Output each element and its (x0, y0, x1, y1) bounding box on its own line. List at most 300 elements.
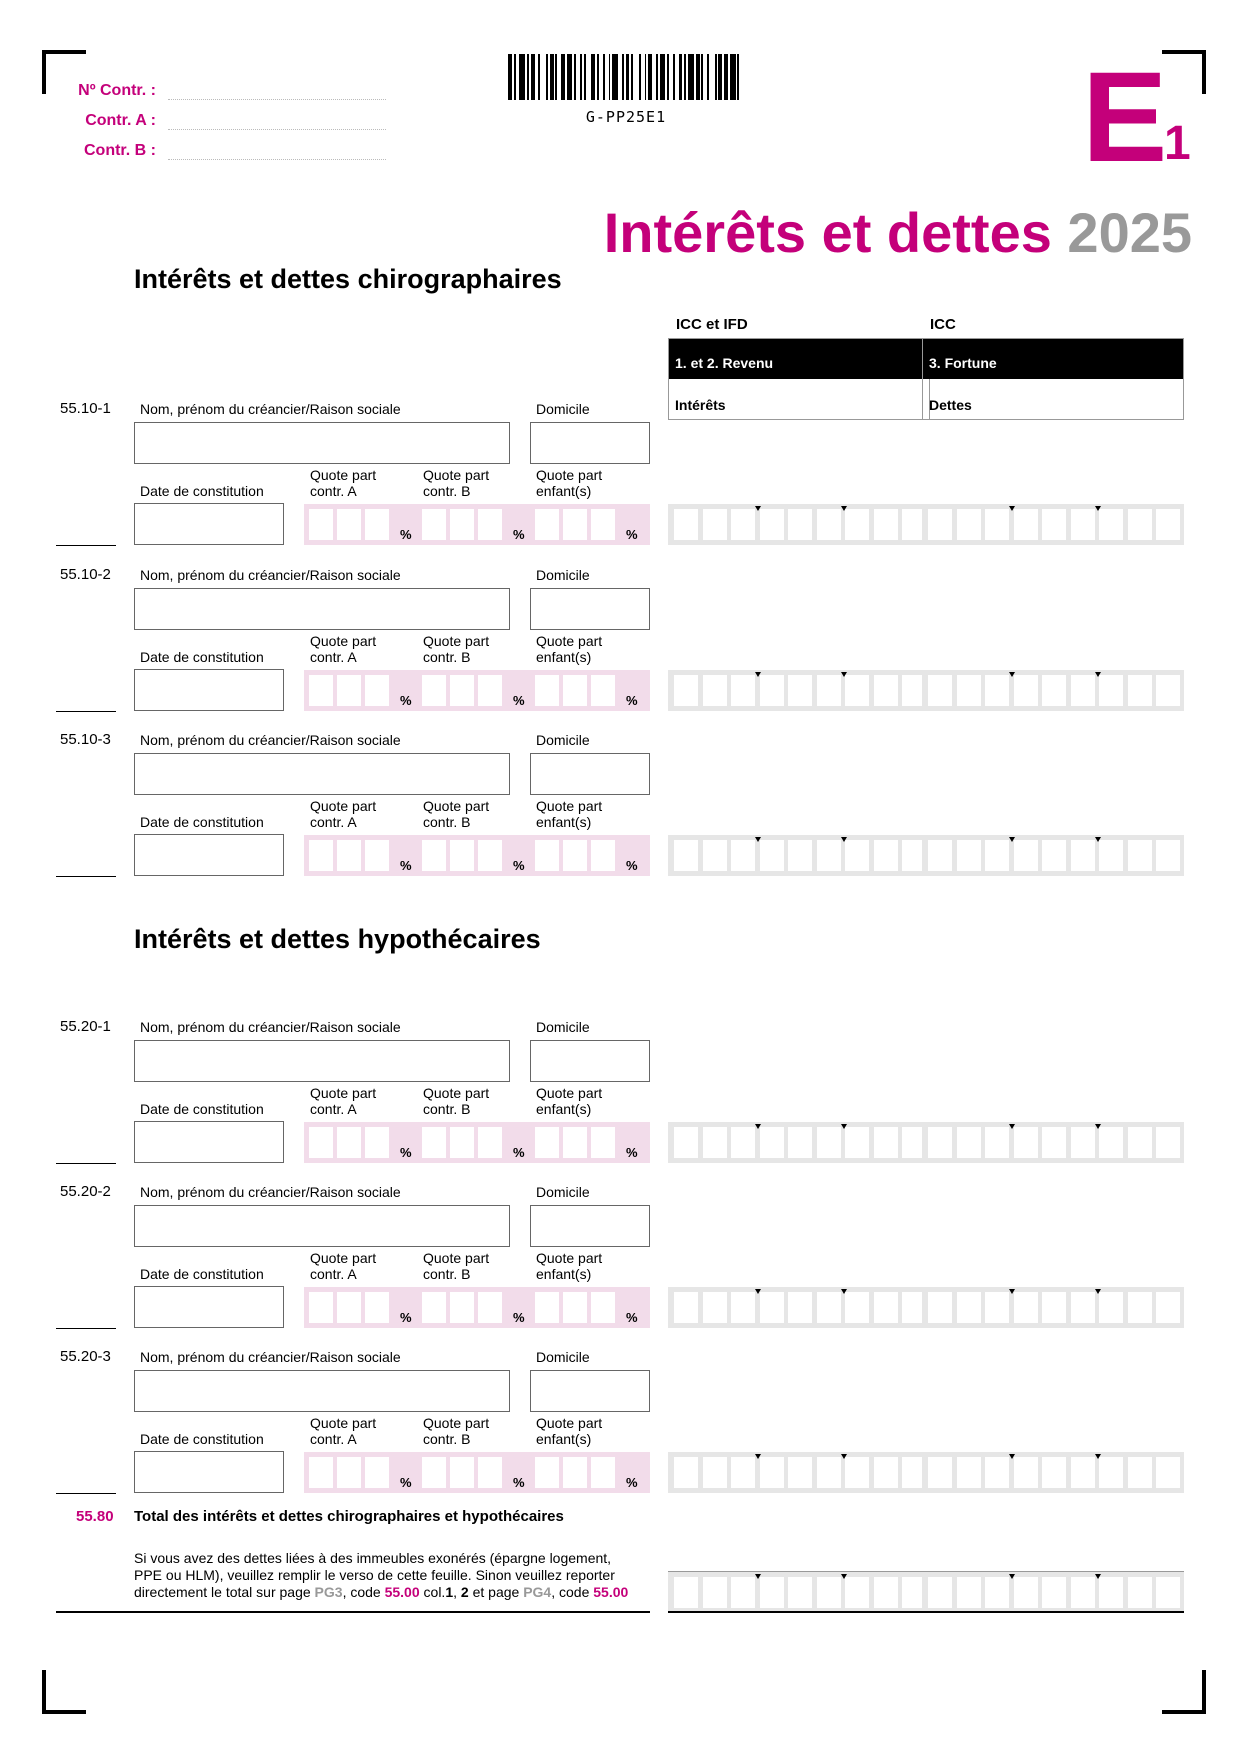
quote-a-label-line1: Quote part (310, 1085, 377, 1101)
debt-amount-digit[interactable] (1128, 1127, 1152, 1158)
date-input[interactable] (134, 503, 284, 545)
quote-a-digit[interactable] (337, 509, 361, 540)
quote-children-label-line1: Quote part (536, 1415, 603, 1431)
debt-amount[interactable] (922, 835, 1184, 876)
debt-amount-digit[interactable] (1071, 840, 1095, 871)
quote-b-digit[interactable] (450, 1457, 474, 1488)
interest-amount-digit[interactable] (703, 1127, 727, 1158)
debt-amount-digit[interactable] (957, 675, 981, 706)
debt-amount-digit[interactable] (985, 675, 1009, 706)
quote-a-digit[interactable] (365, 1127, 389, 1158)
debt-amount[interactable] (922, 504, 1184, 545)
quote-b-label (423, 633, 489, 665)
debt-amount-digit[interactable] (1128, 1292, 1152, 1323)
domicile-input[interactable] (530, 588, 650, 630)
row-code: 55.10-1 (60, 400, 111, 417)
interest-amount-digit[interactable] (731, 675, 755, 706)
interest-amount-digit[interactable] (674, 675, 698, 706)
interest-amount-digit[interactable] (845, 675, 869, 706)
interest-amount-digit[interactable] (674, 840, 698, 871)
quote-a-label (310, 1415, 376, 1447)
total-debt-amount-digit[interactable] (928, 1577, 952, 1608)
total-interest-amount[interactable] (668, 1572, 930, 1613)
interest-amount-digit[interactable] (703, 509, 727, 540)
debt-amount-digit[interactable] (985, 840, 1009, 871)
creditor-input[interactable] (134, 1370, 510, 1412)
interest-amount-digit[interactable] (874, 840, 898, 871)
quote-children-digit[interactable] (563, 509, 587, 540)
debt-amount[interactable] (922, 670, 1184, 711)
quote-children-label-line2: enfant(s) (536, 1431, 592, 1447)
quote-a-digit[interactable] (309, 1292, 333, 1323)
debt-amount-digit[interactable] (1099, 840, 1123, 871)
debt-amount-digit[interactable] (1014, 509, 1038, 540)
quote-part-band (304, 1287, 650, 1328)
quote-b-label-line1: Quote part (423, 633, 490, 649)
total-interest-amount-digit[interactable] (760, 1577, 784, 1608)
contributor-a-field[interactable] (168, 128, 386, 130)
quote-a-digit[interactable] (365, 840, 389, 871)
quote-children-digit[interactable] (563, 1127, 587, 1158)
date-input[interactable] (134, 1121, 284, 1163)
debt-amount-digit[interactable] (957, 1127, 981, 1158)
quote-b-label-line2: contr. B (423, 649, 471, 665)
debt-amount[interactable] (922, 1452, 1184, 1493)
quote-b-digit[interactable] (478, 509, 502, 540)
total-rule (56, 1611, 650, 1613)
interest-amount-digit[interactable] (788, 509, 812, 540)
quote-b-digit[interactable] (422, 675, 446, 706)
domicile-input[interactable] (530, 422, 650, 464)
debt-amount-digit[interactable] (1099, 509, 1123, 540)
thousands-separator-icon (1009, 1454, 1015, 1459)
quote-b-digit[interactable] (422, 1292, 446, 1323)
page-title-main: Intérêts et dettes (603, 201, 1052, 264)
quote-children-digit[interactable] (591, 675, 615, 706)
domicile-input[interactable] (530, 1370, 650, 1412)
debt-amount-digit[interactable] (928, 509, 952, 540)
quote-b-digit[interactable] (478, 840, 502, 871)
debt-amount-digit[interactable] (1071, 1457, 1095, 1488)
thousands-separator-icon (755, 837, 761, 842)
total-interest-amount-digit[interactable] (674, 1577, 698, 1608)
domicile-input[interactable] (530, 753, 650, 795)
thousands-separator-icon (841, 1124, 847, 1129)
quote-a-digit[interactable] (365, 1292, 389, 1323)
quote-a-digit[interactable] (365, 1457, 389, 1488)
contributor-a-label: Contr. A : (85, 112, 156, 129)
quote-children-digit[interactable] (591, 1457, 615, 1488)
thousands-separator-icon (755, 1124, 761, 1129)
total-debt-amount-digit[interactable] (1156, 1577, 1180, 1608)
debt-amount-digit[interactable] (1156, 509, 1180, 540)
debt-amount-digit[interactable] (1014, 1457, 1038, 1488)
barcode (508, 54, 744, 100)
quote-a-label-line2: contr. A (310, 483, 357, 499)
row-code: 55.10-2 (60, 566, 111, 583)
debt-amount-digit[interactable] (1128, 1457, 1152, 1488)
quote-a-digit[interactable] (337, 1127, 361, 1158)
interest-amount-digit[interactable] (731, 1127, 755, 1158)
total-debt-amount[interactable] (922, 1572, 1184, 1613)
quote-b-digit[interactable] (478, 1457, 502, 1488)
quote-children-digit[interactable] (535, 1457, 559, 1488)
debt-amount[interactable] (922, 1122, 1184, 1163)
quote-children-digit[interactable] (535, 840, 559, 871)
quote-a-digit[interactable] (309, 1127, 333, 1158)
thousands-separator-icon (1095, 837, 1101, 842)
quote-b-label-line1: Quote part (423, 1085, 490, 1101)
quote-b-digit[interactable] (450, 840, 474, 871)
total-debt-amount-digit[interactable] (1042, 1577, 1066, 1608)
interest-amount-digit[interactable] (845, 1127, 869, 1158)
total-interest-amount-digit[interactable] (817, 1577, 841, 1608)
quote-b-label-line2: contr. B (423, 1101, 471, 1117)
quote-b-digit[interactable] (422, 1457, 446, 1488)
debt-amount-digit[interactable] (1071, 1292, 1095, 1323)
quote-b-label (423, 798, 489, 830)
debt-amount-digit[interactable] (1099, 1292, 1123, 1323)
quote-children-digit[interactable] (535, 509, 559, 540)
crop-mark-bottom-right (1162, 1670, 1206, 1714)
quote-a-percent-sign: % (400, 1145, 412, 1160)
creditor-input[interactable] (134, 753, 510, 795)
debt-amount-digit[interactable] (1099, 1457, 1123, 1488)
debt-amount-digit[interactable] (1071, 509, 1095, 540)
interest-amount-digit[interactable] (845, 1457, 869, 1488)
total-note-line-3 (134, 1584, 654, 1601)
contributor-b-label: Contr. B : (84, 142, 156, 159)
debt-amount-digit[interactable] (1128, 675, 1152, 706)
quote-a-digit[interactable] (337, 840, 361, 871)
debt-amount-digit[interactable] (1071, 675, 1095, 706)
quote-children-label-line1: Quote part (536, 1250, 603, 1266)
page-title (604, 200, 1192, 265)
quote-a-digit[interactable] (309, 675, 333, 706)
quote-b-digit[interactable] (450, 675, 474, 706)
debt-amount-digit[interactable] (1099, 1127, 1123, 1158)
interest-amount-digit[interactable] (788, 1457, 812, 1488)
quote-children-digit[interactable] (535, 1127, 559, 1158)
interest-amount-digit[interactable] (731, 1292, 755, 1323)
quote-children-digit[interactable] (591, 1127, 615, 1158)
interest-amount-digit[interactable] (760, 840, 784, 871)
thousands-separator-icon (1009, 672, 1015, 677)
thousands-separator-icon (1009, 506, 1015, 511)
date-label: Date de constitution (140, 1266, 264, 1282)
total-interest-amount-digit[interactable] (845, 1577, 869, 1608)
row-code: 55.20-1 (60, 1018, 111, 1035)
debt-amount-digit[interactable] (1156, 1292, 1180, 1323)
domicile-label: Domicile (536, 567, 590, 583)
section-title-hypothecaires: Intérêts et dettes hypothécaires (134, 924, 541, 954)
quote-children-digit[interactable] (563, 1457, 587, 1488)
row-code: 55.10-3 (60, 731, 111, 748)
interest-amount-digit[interactable] (674, 1292, 698, 1323)
debt-amount-digit[interactable] (1014, 840, 1038, 871)
quote-b-label-line2: contr. B (423, 814, 471, 830)
quote-children-label-line2: enfant(s) (536, 483, 592, 499)
quote-b-label (423, 1085, 489, 1117)
debt-amount-digit[interactable] (1014, 675, 1038, 706)
date-input[interactable] (134, 834, 284, 876)
row-separator (56, 1493, 116, 1494)
interest-amount-digit[interactable] (674, 509, 698, 540)
interest-amount-digit[interactable] (817, 840, 841, 871)
total-debt-amount-digit[interactable] (1128, 1577, 1152, 1608)
interest-amount-digit[interactable] (760, 1292, 784, 1323)
quote-b-percent-sign: % (513, 1310, 525, 1325)
thousands-separator-icon (755, 1289, 761, 1294)
quote-b-label-line1: Quote part (423, 1250, 490, 1266)
debt-amount-digit[interactable] (1156, 1127, 1180, 1158)
quote-b-digit[interactable] (450, 1127, 474, 1158)
debt-amount-digit[interactable] (928, 1457, 952, 1488)
creditor-label: Nom, prénom du créancier/Raison sociale (140, 1019, 401, 1035)
debt-amount-digit[interactable] (985, 509, 1009, 540)
quote-b-digit[interactable] (422, 1127, 446, 1158)
quote-b-percent-sign: % (513, 693, 525, 708)
row-code: 55.20-3 (60, 1348, 111, 1365)
thousands-separator-icon (1095, 1289, 1101, 1294)
column-1-header: ICC et IFD (676, 316, 748, 333)
debt-amount-digit[interactable] (1042, 1292, 1066, 1323)
total-debt-amount-digit[interactable] (1071, 1577, 1095, 1608)
debt-amount[interactable] (922, 1287, 1184, 1328)
quote-b-digit[interactable] (422, 840, 446, 871)
debt-amount-digit[interactable] (928, 840, 952, 871)
debt-amount-digit[interactable] (1099, 675, 1123, 706)
quote-children-label-line2: enfant(s) (536, 814, 592, 830)
quote-children-digit[interactable] (591, 1292, 615, 1323)
creditor-input[interactable] (134, 422, 510, 464)
quote-a-digit[interactable] (309, 509, 333, 540)
contributor-b-field[interactable] (168, 158, 386, 160)
domicile-input[interactable] (530, 1205, 650, 1247)
interest-amount-digit[interactable] (788, 1292, 812, 1323)
quote-b-percent-sign: % (513, 858, 525, 873)
interest-amount-digit[interactable] (731, 840, 755, 871)
total-interest-amount-digit[interactable] (703, 1577, 727, 1608)
thousands-separator-icon (755, 506, 761, 511)
debt-amount-digit[interactable] (1042, 675, 1066, 706)
quote-a-digit[interactable] (337, 1457, 361, 1488)
debt-amount-digit[interactable] (957, 509, 981, 540)
interest-amount-digit[interactable] (874, 509, 898, 540)
debt-amount-digit[interactable] (985, 1127, 1009, 1158)
interest-amount-digit[interactable] (731, 509, 755, 540)
date-input[interactable] (134, 1451, 284, 1493)
debt-amount-digit[interactable] (1128, 509, 1152, 540)
interest-amount[interactable] (668, 1122, 930, 1163)
domicile-label: Domicile (536, 1184, 590, 1200)
interest-amount-digit[interactable] (874, 675, 898, 706)
contributor-number-field[interactable] (168, 98, 386, 100)
total-label: Total des intérêts et dettes chirographaires et hypothécaires (134, 1508, 564, 1525)
debt-amount-digit[interactable] (1042, 509, 1066, 540)
interest-amount-digit[interactable] (845, 509, 869, 540)
quote-b-label-line2: contr. B (423, 1431, 471, 1447)
quote-a-label-line1: Quote part (310, 467, 377, 483)
interest-amount-digit[interactable] (788, 1127, 812, 1158)
quote-b-digit[interactable] (450, 1292, 474, 1323)
interest-amount-digit[interactable] (760, 1127, 784, 1158)
interest-amount-digit[interactable] (874, 1127, 898, 1158)
quote-a-digit[interactable] (309, 840, 333, 871)
total-debt-amount-digit[interactable] (1099, 1577, 1123, 1608)
section-title-chirographaires: Intérêts et dettes chirographaires (134, 264, 562, 294)
total-interest-amount-digit[interactable] (874, 1577, 898, 1608)
debt-amount-digit[interactable] (928, 1292, 952, 1323)
debt-amount-digit[interactable] (1042, 840, 1066, 871)
interest-amount-digit[interactable] (760, 1457, 784, 1488)
quote-children-digit[interactable] (563, 675, 587, 706)
total-interest-rule (668, 1611, 930, 1613)
interest-amount[interactable] (668, 1287, 930, 1328)
debt-amount-digit[interactable] (1014, 1292, 1038, 1323)
interest-amount-digit[interactable] (760, 509, 784, 540)
quote-b-percent-sign: % (513, 1475, 525, 1490)
quote-b-digit[interactable] (450, 509, 474, 540)
quote-a-digit[interactable] (365, 509, 389, 540)
quote-children-digit[interactable] (535, 675, 559, 706)
quote-b-digit[interactable] (478, 675, 502, 706)
note-code-55-00: 55.00 (593, 1584, 629, 1600)
interest-amount-digit[interactable] (703, 840, 727, 871)
interest-amount-digit[interactable] (817, 1127, 841, 1158)
quote-a-digit[interactable] (309, 1457, 333, 1488)
interest-amount-digit[interactable] (817, 1292, 841, 1323)
interest-amount[interactable] (668, 1452, 930, 1493)
interest-amount-digit[interactable] (760, 675, 784, 706)
total-interest-amount-digit[interactable] (788, 1577, 812, 1608)
interest-amount-digit[interactable] (874, 1292, 898, 1323)
domicile-input[interactable] (530, 1040, 650, 1082)
date-label: Date de constitution (140, 1431, 264, 1447)
quote-a-percent-sign: % (400, 693, 412, 708)
note-text: , (453, 1584, 461, 1600)
interest-amount-digit[interactable] (845, 1292, 869, 1323)
column-2-sub: Dettes (929, 397, 972, 413)
quote-part-band (304, 504, 650, 545)
quote-a-digit[interactable] (337, 1292, 361, 1323)
debt-amount-digit[interactable] (985, 1457, 1009, 1488)
thousands-separator-icon (1009, 1574, 1015, 1579)
interest-amount[interactable] (668, 835, 930, 876)
quote-a-label-line2: contr. A (310, 1431, 357, 1447)
quote-b-label-line1: Quote part (423, 467, 490, 483)
interest-amount-digit[interactable] (874, 1457, 898, 1488)
interest-amount-digit[interactable] (674, 1127, 698, 1158)
debt-amount-digit[interactable] (985, 1292, 1009, 1323)
interest-amount[interactable] (668, 504, 930, 545)
quote-children-percent-sign: % (626, 527, 638, 542)
thousands-separator-icon (841, 1454, 847, 1459)
quote-a-digit[interactable] (365, 675, 389, 706)
quote-children-digit[interactable] (563, 840, 587, 871)
debt-amount-digit[interactable] (928, 675, 952, 706)
interest-amount-digit[interactable] (674, 1457, 698, 1488)
quote-children-digit[interactable] (591, 509, 615, 540)
interest-amount-digit[interactable] (703, 1292, 727, 1323)
thousands-separator-icon (1095, 1454, 1101, 1459)
total-debt-amount-digit[interactable] (957, 1577, 981, 1608)
column-2-box (922, 338, 1184, 420)
debt-amount-digit[interactable] (957, 840, 981, 871)
quote-a-percent-sign: % (400, 858, 412, 873)
interest-amount-digit[interactable] (703, 1457, 727, 1488)
note-code-55-00: 55.00 (384, 1584, 420, 1600)
debt-amount-digit[interactable] (957, 1292, 981, 1323)
interest-amount[interactable] (668, 670, 930, 711)
interest-amount-digit[interactable] (731, 1457, 755, 1488)
debt-amount-digit[interactable] (1042, 1457, 1066, 1488)
debt-amount-digit[interactable] (1156, 1457, 1180, 1488)
debt-amount-digit[interactable] (1156, 675, 1180, 706)
date-input[interactable] (134, 1286, 284, 1328)
quote-b-digit[interactable] (422, 509, 446, 540)
quote-children-digit[interactable] (563, 1292, 587, 1323)
date-label: Date de constitution (140, 649, 264, 665)
total-note-line-1: Si vous avez des dettes liées à des immeubles exonérés (épargne logement, (134, 1550, 612, 1566)
debt-amount-digit[interactable] (957, 1457, 981, 1488)
quote-children-digit[interactable] (535, 1292, 559, 1323)
interest-amount-digit[interactable] (817, 509, 841, 540)
quote-children-label-line2: enfant(s) (536, 1266, 592, 1282)
date-input[interactable] (134, 669, 284, 711)
debt-amount-digit[interactable] (1071, 1127, 1095, 1158)
thousands-separator-icon (1095, 672, 1101, 677)
quote-b-percent-sign: % (513, 1145, 525, 1160)
total-debt-amount-digit[interactable] (1014, 1577, 1038, 1608)
quote-children-label (536, 1250, 602, 1282)
quote-a-label-line1: Quote part (310, 798, 377, 814)
note-col-2: 2 (460, 1584, 469, 1600)
interest-amount-digit[interactable] (703, 675, 727, 706)
interest-amount-digit[interactable] (817, 1457, 841, 1488)
quote-a-percent-sign: % (400, 1310, 412, 1325)
creditor-label: Nom, prénom du créancier/Raison sociale (140, 732, 401, 748)
total-code: 55.80 (76, 1508, 114, 1525)
quote-children-percent-sign: % (626, 1310, 638, 1325)
quote-part-band (304, 835, 650, 876)
debt-amount-digit[interactable] (1014, 1127, 1038, 1158)
quote-a-digit[interactable] (337, 675, 361, 706)
quote-b-digit[interactable] (478, 1292, 502, 1323)
creditor-input[interactable] (134, 588, 510, 630)
interest-amount-digit[interactable] (788, 840, 812, 871)
debt-amount-digit[interactable] (1042, 1127, 1066, 1158)
page-title-year: 2025 (1067, 201, 1192, 264)
creditor-input[interactable] (134, 1205, 510, 1247)
interest-amount-digit[interactable] (845, 840, 869, 871)
debt-amount-digit[interactable] (928, 1127, 952, 1158)
debt-amount-digit[interactable] (1156, 840, 1180, 871)
quote-b-digit[interactable] (478, 1127, 502, 1158)
column-1-sub: Intérêts (675, 397, 726, 413)
debt-amount-digit[interactable] (1128, 840, 1152, 871)
creditor-input[interactable] (134, 1040, 510, 1082)
quote-a-label (310, 467, 376, 499)
quote-children-digit[interactable] (591, 840, 615, 871)
interest-amount-digit[interactable] (817, 675, 841, 706)
quote-children-percent-sign: % (626, 1145, 638, 1160)
quote-children-label-line1: Quote part (536, 1085, 603, 1101)
note-text: directement le total sur page (134, 1584, 315, 1600)
total-debt-amount-digit[interactable] (985, 1577, 1009, 1608)
interest-amount-digit[interactable] (788, 675, 812, 706)
total-interest-amount-digit[interactable] (731, 1577, 755, 1608)
